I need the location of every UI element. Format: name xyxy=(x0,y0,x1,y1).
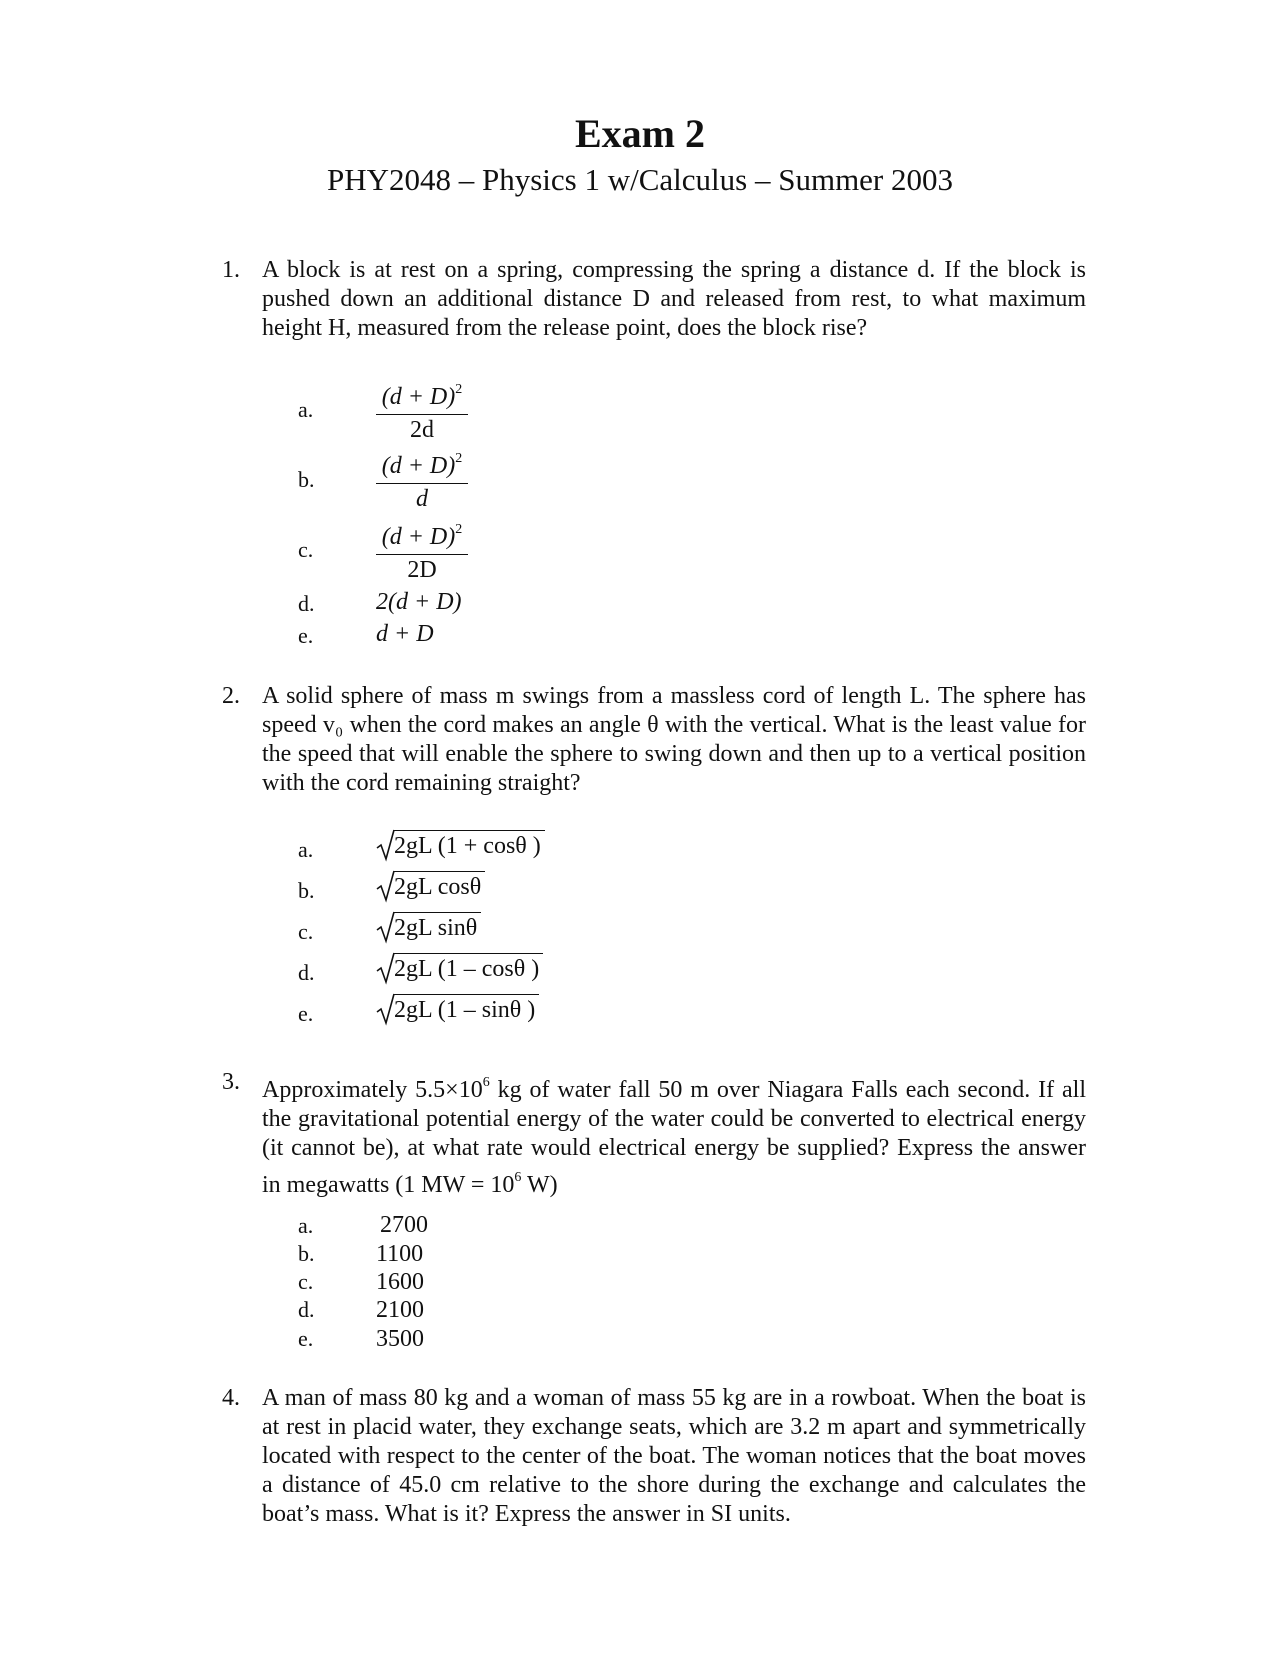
q1-option-a-denominator: 2d xyxy=(410,417,434,443)
q1-option-d-expression: 2(d + D) xyxy=(376,589,462,615)
radical-sign-icon xyxy=(376,951,396,985)
question-3-exponent-2: 6 xyxy=(514,1170,522,1185)
question-2-text: A solid sphere of mass m swings from a massless cord of length L. The sphere has speed v₀ when the cord makes an angle θ with the vertical. What is the least value for the speed that will enable the sphere to swing down and then up to a vertical position with the cord remaining straight? xyxy=(262,683,1086,796)
page-subtitle: PHY2048 – Physics 1 w/Calculus – Summer 2003 xyxy=(326,162,954,197)
q2-option-c-letter: c. xyxy=(298,919,314,944)
q1-option-b-power: 2 xyxy=(455,451,463,466)
q2-option-b-letter: b. xyxy=(298,878,315,903)
q1-option-c-power: 2 xyxy=(455,522,463,537)
q3-option-e-value: 3500 xyxy=(376,1326,424,1352)
radical-sign-icon xyxy=(376,869,396,903)
q3-option-b-letter: b. xyxy=(298,1241,315,1266)
q1-option-a-numerator: (d + D) xyxy=(381,384,456,410)
q2-option-b-radicand: 2gL cosθ xyxy=(394,871,485,902)
question-3-number: 3. xyxy=(222,1069,240,1095)
q3-option-a-letter: a. xyxy=(298,1213,314,1238)
q2-option-e-radicand: 2gL (1 – sinθ ) xyxy=(394,994,539,1025)
question-3-text-part1: Approximately 5.5×10 xyxy=(262,1077,483,1103)
q1-option-b-denominator: d xyxy=(416,486,428,512)
q1-option-d-letter: d. xyxy=(298,591,315,616)
q1-option-c-fraction xyxy=(376,514,468,585)
q1-option-b-numerator: (d + D) xyxy=(381,453,456,479)
q1-option-c-letter: c. xyxy=(298,537,314,562)
q3-option-c-letter: c. xyxy=(298,1269,314,1294)
q2-option-e-letter: e. xyxy=(298,1001,314,1026)
radical-sign-icon xyxy=(376,910,396,944)
q1-option-a-letter: a. xyxy=(298,397,314,422)
q1-option-a-power: 2 xyxy=(455,382,463,397)
q2-option-a-radicand: 2gL (1 + cosθ ) xyxy=(394,830,545,861)
q2-option-d-radicand: 2gL (1 – cosθ ) xyxy=(394,953,543,984)
q3-option-e-letter: e. xyxy=(298,1326,314,1351)
q3-option-a-value: 2700 xyxy=(380,1212,428,1238)
q2-option-a-letter: a. xyxy=(298,837,314,862)
question-4-number: 4. xyxy=(222,1385,240,1411)
question-1-number: 1. xyxy=(222,257,240,283)
q1-option-c-numerator: (d + D) xyxy=(381,524,456,550)
q1-option-a-fraction xyxy=(376,374,468,445)
q3-option-c-value: 1600 xyxy=(376,1269,424,1295)
q1-option-b-letter: b. xyxy=(298,467,315,492)
q2-option-d-letter: d. xyxy=(298,960,315,985)
radical-sign-icon xyxy=(376,992,396,1026)
question-1-text: A block is at rest on a spring, compressing the spring a distance d. If the block is pushed down an additional distance D and released from rest, to what maximum height H, measured from the release point, does the block rise? xyxy=(262,257,1086,341)
q1-option-c-denominator: 2D xyxy=(407,557,437,583)
question-3-text-part2: kg of water fall 50 m over Niagara Falls each second. If all the gravitational potential energy of the water could be converted to electrical energy (it cannot be), at what rate would electrical energy be supplied? Express the answer in megawatts (1 MW = 10 xyxy=(262,1077,1087,1198)
q1-option-e-expression: d + D xyxy=(376,621,434,647)
q3-option-d-letter: d. xyxy=(298,1297,315,1322)
q1-option-b-fraction xyxy=(376,443,468,514)
q3-option-d-value: 2100 xyxy=(376,1297,424,1323)
q1-option-e-letter: e. xyxy=(298,623,314,648)
question-3-text-part3: W) xyxy=(521,1172,558,1198)
question-3-exponent-1: 6 xyxy=(482,1075,490,1090)
question-3-text xyxy=(262,1068,1086,1200)
q2-option-c-radicand: 2gL sinθ xyxy=(394,912,481,943)
question-4-text: A man of mass 80 kg and a woman of mass 55 kg are in a rowboat. When the boat is at rest in placid water, they exchange seats, which are 3.2 m apart and symmetrically located with respect to the center of the boat. The woman notices that the boat moves a distance of 45.0 cm relative to the shore during the exchange and calculates the boat’s mass. What is it? Express the answer in SI units. xyxy=(262,1385,1086,1527)
radical-sign-icon xyxy=(376,828,396,862)
page-title: Exam 2 xyxy=(575,111,705,156)
q3-option-b-value: 1100 xyxy=(376,1241,424,1267)
question-2-number: 2. xyxy=(222,683,240,709)
